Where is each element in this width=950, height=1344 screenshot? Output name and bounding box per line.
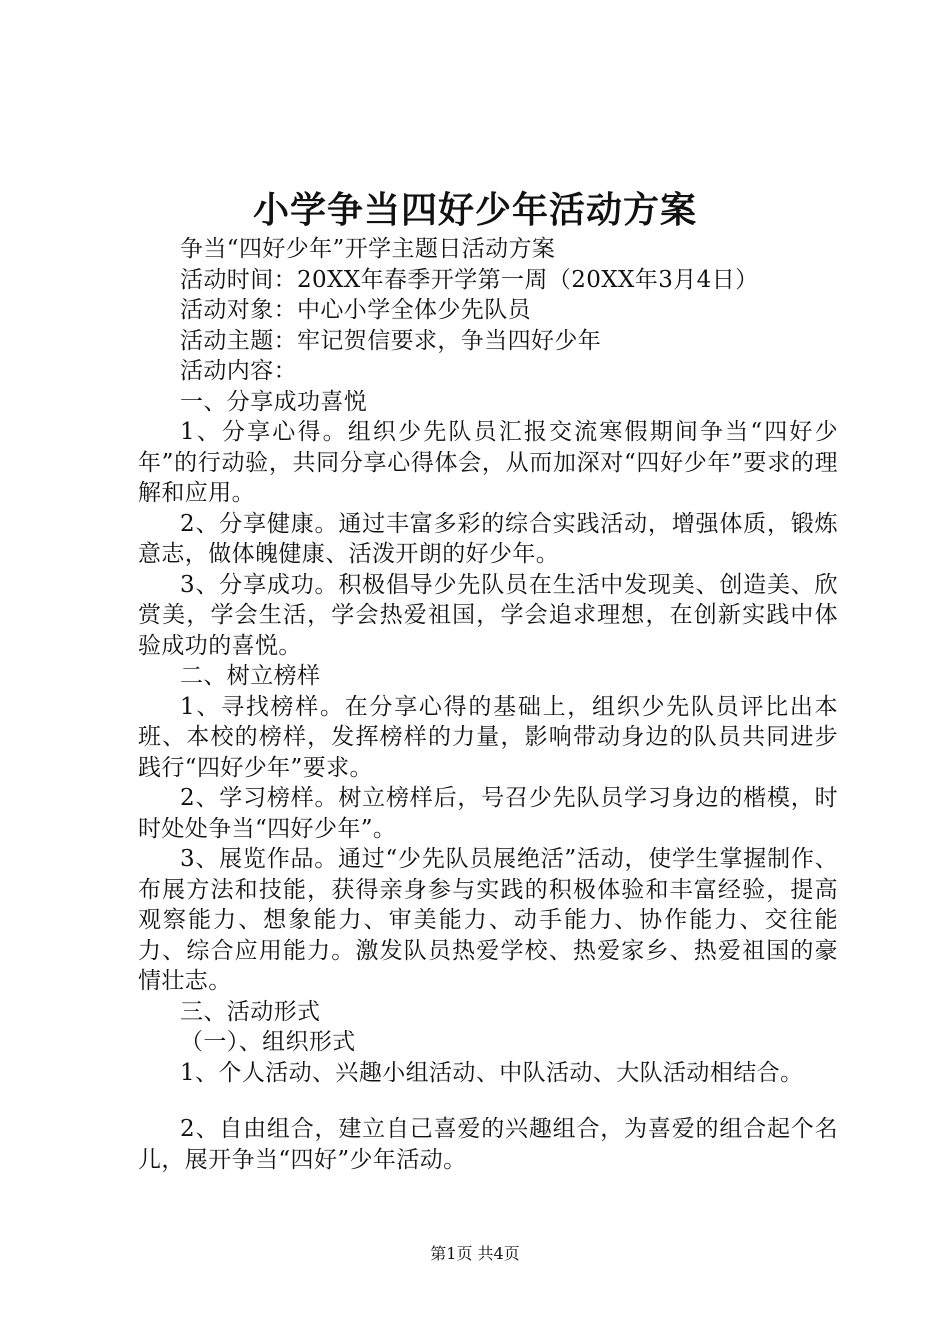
activity-time: 活动时间：20XX年春季开学第一周（20XX年3月4日） [180,266,759,293]
paragraph: 1、寻找榜样。在分享心得的基础上，组织少先队员评比出本班、本校的榜样，发挥榜样的力量，影响带动身边的队员共同进步践行“四好少年”要求。 [138,693,838,781]
section-heading-1: 一、分享成功喜悦 [180,388,368,415]
activity-theme: 活动主题：牢记贺信要求，争当四好少年 [180,327,602,354]
paragraph: 2、分享健康。通过丰富多彩的综合实践活动，增强体质，锻炼意志，做体魄健康、活泼开朗的好少年。 [138,510,838,567]
activity-target: 活动对象：中心小学全体少先队员 [180,297,531,323]
page-footer: 第1页 共4页 [430,1244,520,1263]
paragraph: 2、学习榜样。树立榜样后，号召少先队员学习身边的楷模，时时处处争当“四好少年”。 [138,785,838,842]
paragraph: 1、个人活动、兴趣小组活动、中队活动、大队活动相结合。 [180,1059,804,1086]
paragraph: 2、自由组合，建立自己喜爱的兴趣组合，为喜爱的组合起个名儿，展开争当“四好”少年活动。 [138,1116,838,1173]
section-heading-3: 三、活动形式 [180,998,321,1025]
paragraph: 3、展览作品。通过“少先队员展绝活”活动，使学生掌握制作、布展方法和技能，获得亲身参与实践的积极体验和丰富经验，提高观察能力、想象能力、审美能力、动手能力、协作能力、交往能力、综合应用能力。激发队员热爱学校、热爱家乡、热爱祖国的豪情壮志。 [138,846,838,994]
section-heading-2: 二、树立榜样 [180,663,321,689]
paragraph: 1、分享心得。组织少先队员汇报交流寒假期间争当“四好少年”的行动验，共同分享心得体会，从而加深对“四好少年”要求的理解和应用。 [138,419,838,506]
subtitle-line: 争当“四好少年”开学主题日活动方案 [180,236,556,262]
subsection-heading: （一）、组织形式 [180,1029,356,1055]
document-body [138,234,838,1175]
activity-content-label: 活动内容： [180,358,297,384]
paragraph: 3、分享成功。积极倡导少先队员在生活中发现美、创造美、欣赏美，学会生活，学会热爱祖国，学会追求理想，在创新实践中体验成功的喜悦。 [138,571,838,659]
document-title: 小学争当四好少年活动方案 [252,189,697,231]
